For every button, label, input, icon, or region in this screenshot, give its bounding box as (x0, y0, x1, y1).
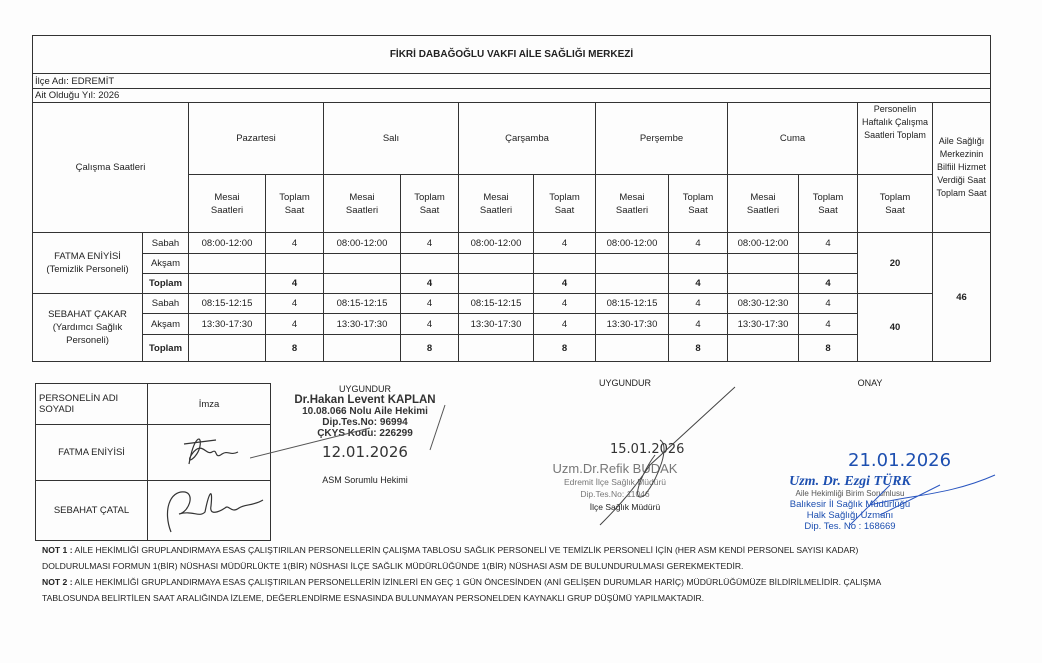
working-hours-cell (324, 335, 401, 362)
working-hours-cell (728, 274, 799, 294)
day-header: Çarşamba (459, 103, 596, 175)
hours-total-cell (799, 254, 858, 274)
mesai-header: Mesai Saatleri (728, 175, 799, 233)
table-row (33, 335, 991, 362)
handwritten-date: 15.01.2026 (610, 442, 685, 457)
note-text: TABLOSUNDA BELİRTİLEN SAAT ARALIĞINDA İZLEME, DEĞERLENDİRME ESNASINDA BULUNMAYAN PERSONELDEN KAYNAKLI GRUP DÜŞÜMÜ YAPILMAKTADIR. (42, 593, 705, 603)
hours-total-cell: 4 (266, 314, 324, 335)
working-hours-cell: 08:00-12:00 (189, 233, 266, 254)
working-hours-cell (189, 254, 266, 274)
hours-total-cell: 4 (669, 233, 728, 254)
signature-stroke (590, 385, 740, 535)
stamp-line: Dr.Hakan Levent KAPLAN (294, 394, 436, 406)
shift-label: Toplam (143, 274, 189, 294)
stamp-line: Aile Hekimliği Birim Sorumlusu (795, 489, 905, 498)
province-approval-label: ONAY (857, 378, 883, 388)
role: İlçe Sağlık Müdürü (589, 502, 661, 512)
signature-stroke (250, 400, 460, 460)
handwritten-date: 12.01.2026 (322, 443, 408, 461)
asm-total-value: 46 (933, 233, 991, 362)
shift-label: Sabah (143, 233, 189, 254)
working-hours-cell: 13:30-17:30 (728, 314, 799, 335)
stamp-line: ÇKYS Kodu: 226299 (317, 428, 413, 439)
toplam-header: Toplam Saat (799, 175, 858, 233)
notes (42, 542, 881, 606)
working-hours-cell: 08:00-12:00 (324, 233, 401, 254)
hours-total-cell: 4 (534, 233, 596, 254)
weekly-total-value: 40 (858, 294, 933, 362)
note-line (42, 574, 881, 590)
hours-total-cell: 4 (799, 314, 858, 335)
table-row (33, 314, 991, 335)
working-hours-cell: 08:30-12:30 (728, 294, 799, 314)
work-schedule-table (32, 35, 991, 362)
working-hours-cell: 08:15-12:15 (596, 294, 669, 314)
table-row (33, 233, 991, 254)
role: ASM Sorumlu Hekimi (322, 475, 408, 485)
hours-total-cell (401, 254, 459, 274)
signature-stroke (830, 465, 1000, 535)
staff-name: SEBAHAT ÇATAL (36, 481, 148, 541)
note-text: DOLDURULMASI FORMUN 1(BİR) NÜSHASI MÜDÜRLÜKTE 1(BİR) NÜSHASI İLÇE SAĞLIK MÜDÜRLÜĞÜNDE 1(BİR) NÜSHASI ASM DE BULUNDURULMASI GEREKMEKTEDİR. (42, 561, 744, 571)
note-line (42, 558, 881, 574)
working-hours-cell: 08:00-12:00 (459, 233, 534, 254)
staff-name-cell: FATMA ENİYİSİ (Temizlik Personeli) (33, 233, 143, 294)
working-hours-cell: 08:15-12:15 (459, 294, 534, 314)
district-name: İlçe Adı: EDREMİT (33, 74, 991, 89)
note-label: NOT 2 : (42, 577, 73, 587)
working-hours-cell: 08:00-12:00 (728, 233, 799, 254)
hours-total-cell (669, 254, 728, 274)
shift-label: Akşam (143, 314, 189, 335)
working-hours-cell (459, 335, 534, 362)
working-hours-cell (596, 254, 669, 274)
hours-total-cell: 4 (669, 314, 728, 335)
toplam-header: Toplam Saat (534, 175, 596, 233)
stamp-line: Halk Sağlığı Uzmanı (806, 510, 894, 521)
working-hours-cell: 13:30-17:30 (324, 314, 401, 335)
table-row (33, 294, 991, 314)
stamp-line: Dip. Tes. No : 168669 (804, 521, 896, 532)
working-hours-cell (728, 335, 799, 362)
day-header: Cuma (728, 103, 858, 175)
working-hours-cell: 08:15-12:15 (324, 294, 401, 314)
hours-total-cell: 4 (266, 274, 324, 294)
stamp-line: Dip.Tes.No: 96994 (322, 417, 408, 428)
working-hours-cell: 08:15-12:15 (189, 294, 266, 314)
hours-total-cell: 4 (799, 274, 858, 294)
working-hours-cell (596, 335, 669, 362)
hours-total-cell: 8 (669, 335, 728, 362)
mesai-header: Mesai Saatleri (596, 175, 669, 233)
staff-signature-table (35, 383, 271, 541)
signature-column-header: İmza (148, 384, 271, 425)
hours-total-cell: 8 (266, 335, 324, 362)
working-hours-cell (324, 254, 401, 274)
hours-total-cell: 4 (401, 233, 459, 254)
toplam-header: Toplam Saat (669, 175, 728, 233)
hours-total-cell: 4 (401, 274, 459, 294)
note-text: AİLE HEKİMLİĞİ GRUPLANDIRMAYA ESAS ÇALIŞTIRILAN PERSONELLERİN ÇALIŞMA TABLOSU SAĞLIK PERSONELİ VE TEMİZLİK PERSONELİ İÇİN (HER ASM KENDİ PERSONEL SAYISI KADAR) (72, 545, 859, 555)
stamp-line: Uzm.Dr.Refik BUDAK (552, 461, 678, 476)
hours-total-cell: 4 (534, 314, 596, 335)
staff-name: FATMA ENİYİSİ (36, 425, 148, 481)
weekly-total-header: Personelin Haftalık Çalışma Saatleri Toplam (858, 103, 933, 175)
working-hours-cell: 13:30-17:30 (596, 314, 669, 335)
stamp-line: Edremit İlçe Sağlık Müdürü (563, 477, 667, 487)
weekly-sub-header: Toplam Saat (858, 175, 933, 233)
note-line (42, 542, 881, 558)
mesai-header: Mesai Saatleri (459, 175, 534, 233)
working-hours-cell (324, 274, 401, 294)
hours-total-cell: 4 (669, 294, 728, 314)
asm-total-header: Aile Sağlığı Merkezinin Bilfiil Hizmet Verdiği Saat Toplam Saat (933, 103, 991, 233)
working-hours-cell: 13:30-17:30 (459, 314, 534, 335)
working-hours-cell (459, 274, 534, 294)
hours-total-cell: 4 (534, 294, 596, 314)
day-header: Pazartesi (189, 103, 324, 175)
hours-total-cell: 8 (799, 335, 858, 362)
handwritten-signature (148, 481, 271, 541)
working-hours-cell (728, 254, 799, 274)
toplam-header: Toplam Saat (401, 175, 459, 233)
hours-total-cell: 4 (534, 274, 596, 294)
hours-total-cell: 4 (799, 233, 858, 254)
toplam-header: Toplam Saat (266, 175, 324, 233)
hours-total-cell: 4 (401, 314, 459, 335)
center-title: FİKRİ DABAĞOĞLU VAKFI AİLE SAĞLIĞI MERKEZİ (33, 36, 991, 74)
working-hours-cell: 13:30-17:30 (189, 314, 266, 335)
mesai-header: Mesai Saatleri (324, 175, 401, 233)
note-line (42, 590, 881, 606)
working-hours-cell (596, 274, 669, 294)
hours-total-cell: 8 (534, 335, 596, 362)
district-approval-label: UYGUNDUR (598, 378, 651, 388)
stamp-line: Balıkesir İl Sağlık Müdürlüğü (789, 499, 911, 510)
mesai-header: Mesai Saatleri (189, 175, 266, 233)
working-hours-cell (189, 335, 266, 362)
shift-label: Sabah (143, 294, 189, 314)
stamp-line: Uzm. Dr. Ezgi TÜRK (789, 474, 911, 489)
note-text: AİLE HEKİMLİĞİ GRUPLANDIRMAYA ESAS ÇALIŞTIRILAN PERSONELLERİN İZİNLERİ EN GEÇ 1 GÜN ÖNCESİNDEN (ANİ GELİŞEN DURUMLAR HARİÇ) MÜDÜRLÜĞÜMÜZE BİLDİRİLMELİDİR. ÇALIŞMA (72, 577, 882, 587)
shift-label: Toplam (143, 335, 189, 362)
corner-header: Çalışma Saatleri (33, 103, 189, 233)
hours-total-cell: 4 (669, 274, 728, 294)
table-row (33, 254, 991, 274)
name-column-header: PERSONELİN ADI SOYADI (36, 384, 148, 425)
hours-total-cell: 4 (266, 233, 324, 254)
hours-total-cell (266, 254, 324, 274)
hours-total-cell: 4 (799, 294, 858, 314)
staff-name-cell: SEBAHAT ÇAKAR (Yardımcı Sağlık Personeli) (33, 294, 143, 362)
shift-label: Akşam (143, 254, 189, 274)
hours-total-cell: 4 (266, 294, 324, 314)
hours-total-cell: 8 (401, 335, 459, 362)
working-hours-cell: 08:00-12:00 (596, 233, 669, 254)
day-header: Salı (324, 103, 459, 175)
working-hours-cell (459, 254, 534, 274)
stamp-line: 10.08.066 Nolu Aile Hekimi (302, 406, 428, 417)
table-row (33, 274, 991, 294)
approval-label: UYGUNDUR (338, 384, 391, 394)
hours-total-cell (534, 254, 596, 274)
handwritten-date: 21.01.2026 (848, 450, 952, 471)
note-label: NOT 1 : (42, 545, 73, 555)
day-header: Perşembe (596, 103, 728, 175)
weekly-total-value: 20 (858, 233, 933, 294)
stamp-line: Dip.Tes.No: 11046 (580, 489, 650, 499)
working-hours-cell (189, 274, 266, 294)
year: Ait Olduğu Yıl: 2026 (33, 89, 991, 103)
hours-total-cell: 4 (401, 294, 459, 314)
